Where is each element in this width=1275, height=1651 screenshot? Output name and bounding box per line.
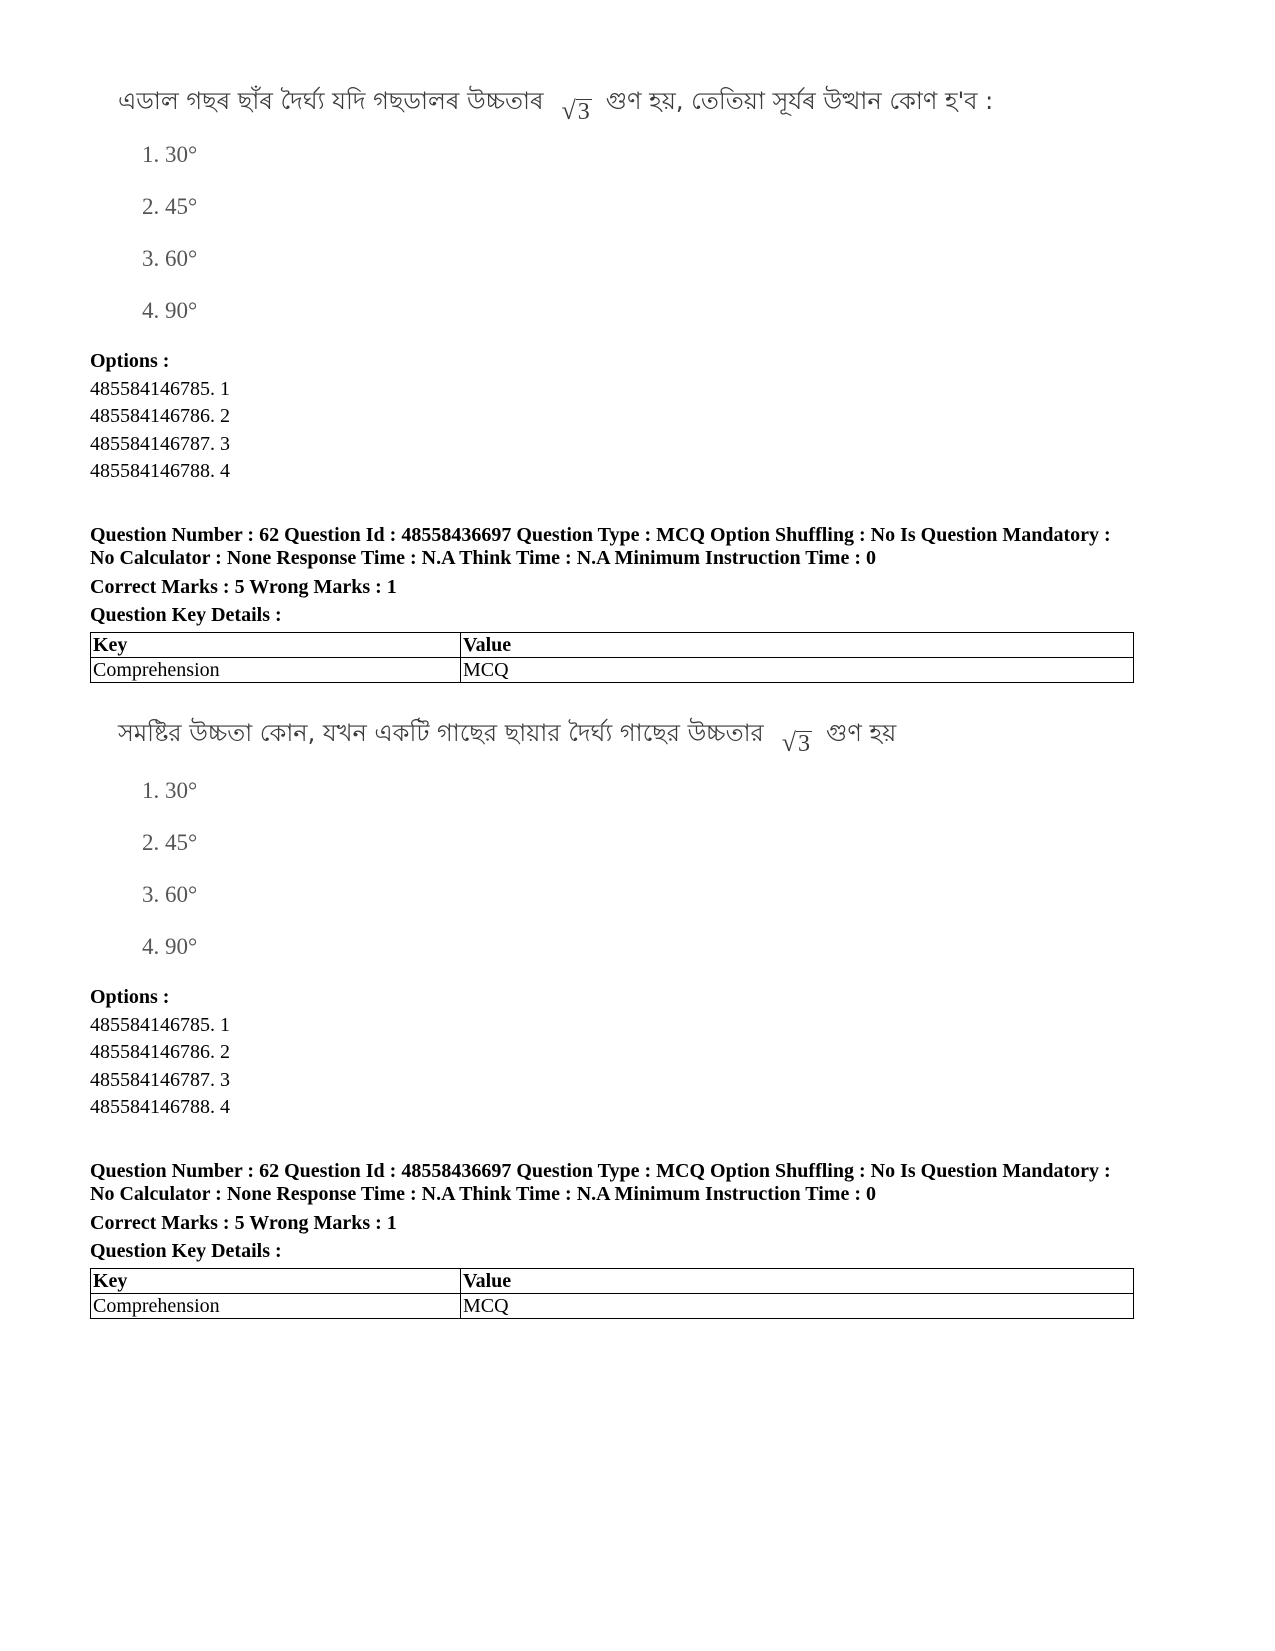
question-meta-line: No Calculator : None Response Time : N.A Think Time : N.A Minimum Instruction Time : 0: [90, 547, 876, 569]
square-root-expression: [561, 98, 591, 124]
question-stem-text: এডাল গছৰ ছাঁৰ দৈৰ্ঘ্য যদি গছডালৰ উচ্চতাৰ: [118, 87, 544, 115]
question-stem-text: সমষ্টির উচ্চতা কোন, যখন একটি গাছের ছায়ার দৈর্ঘ্য গাছের উচ্চতার: [118, 719, 764, 747]
answer-choice: 4. 90°: [142, 298, 198, 323]
square-root-argument: 3: [577, 99, 590, 125]
question-stem: [118, 84, 1078, 125]
question-image: [118, 716, 1078, 966]
option-item: 485584146787. 3: [90, 432, 230, 455]
key-details-table: [90, 1268, 1134, 1319]
answer-choice: 4. 90°: [142, 934, 198, 959]
question-meta-line: Question Number : 62 Question Id : 48558436697 Question Type : MCQ Option Shuffling : No Is Question Mandatory :: [90, 524, 1111, 546]
question-meta-line: No Calculator : None Response Time : N.A Think Time : N.A Minimum Instruction Time : 0: [90, 1183, 876, 1205]
question-stem: [118, 716, 1078, 757]
answer-choice: 1. 30°: [142, 142, 198, 167]
option-item: 485584146788. 4: [90, 460, 230, 482]
answer-choice: 3. 60°: [142, 882, 198, 907]
table-cell: Comprehension: [91, 658, 461, 683]
table-header-cell: Key: [91, 633, 461, 658]
question-stem-text-end: গুণ হয়: [826, 719, 897, 747]
square-root-expression: [782, 730, 812, 756]
square-root-icon: √: [781, 728, 797, 757]
question-stem-text-end: গুণ হয়, তেতিয়া সূৰ্যৰ উত্থান কোণ হ'ব :: [605, 87, 994, 115]
table-header-cell: Key: [91, 1269, 461, 1294]
table-header-row: [91, 633, 1134, 658]
table-cell: Comprehension: [91, 1294, 461, 1319]
option-item: 485584146786. 2: [90, 1041, 230, 1063]
question-meta: [90, 1160, 1150, 1206]
options-label: Options :: [90, 986, 170, 1008]
answer-choice: 2. 45°: [142, 830, 198, 855]
answer-choice: 3. 60°: [142, 246, 198, 271]
table-header-row: [91, 1269, 1134, 1294]
answer-choice: 2. 45°: [142, 194, 198, 219]
table-row: [91, 658, 1134, 683]
option-item: 485584146785. 1: [90, 377, 230, 400]
key-details-table: [90, 632, 1134, 683]
square-root-argument: 3: [798, 731, 811, 757]
answer-choice: 1. 30°: [142, 778, 198, 803]
table-header-cell: Value: [461, 633, 1134, 658]
key-details-label: Question Key Details :: [90, 1240, 282, 1262]
question-meta: [90, 524, 1150, 570]
options-label: Options :: [90, 350, 170, 372]
marks-line: Correct Marks : 5 Wrong Marks : 1: [90, 576, 397, 598]
square-root-icon: √: [561, 96, 576, 125]
option-item: 485584146787. 3: [90, 1068, 230, 1091]
table-row: [91, 1294, 1134, 1319]
option-item: 485584146788. 4: [90, 1096, 230, 1118]
question-meta-line: Question Number : 62 Question Id : 48558436697 Question Type : MCQ Option Shuffling : No Is Question Mandatory :: [90, 1160, 1111, 1182]
table-header-cell: Value: [461, 1269, 1134, 1294]
option-item: 485584146786. 2: [90, 405, 230, 427]
key-details-label: Question Key Details :: [90, 604, 282, 626]
table-cell: MCQ: [461, 658, 1134, 683]
table-cell: MCQ: [461, 1294, 1134, 1319]
options-list: [90, 984, 230, 1122]
options-list: [90, 348, 230, 486]
question-image: [118, 84, 1078, 334]
marks-line: Correct Marks : 5 Wrong Marks : 1: [90, 1212, 397, 1234]
option-item: 485584146785. 1: [90, 1013, 230, 1036]
